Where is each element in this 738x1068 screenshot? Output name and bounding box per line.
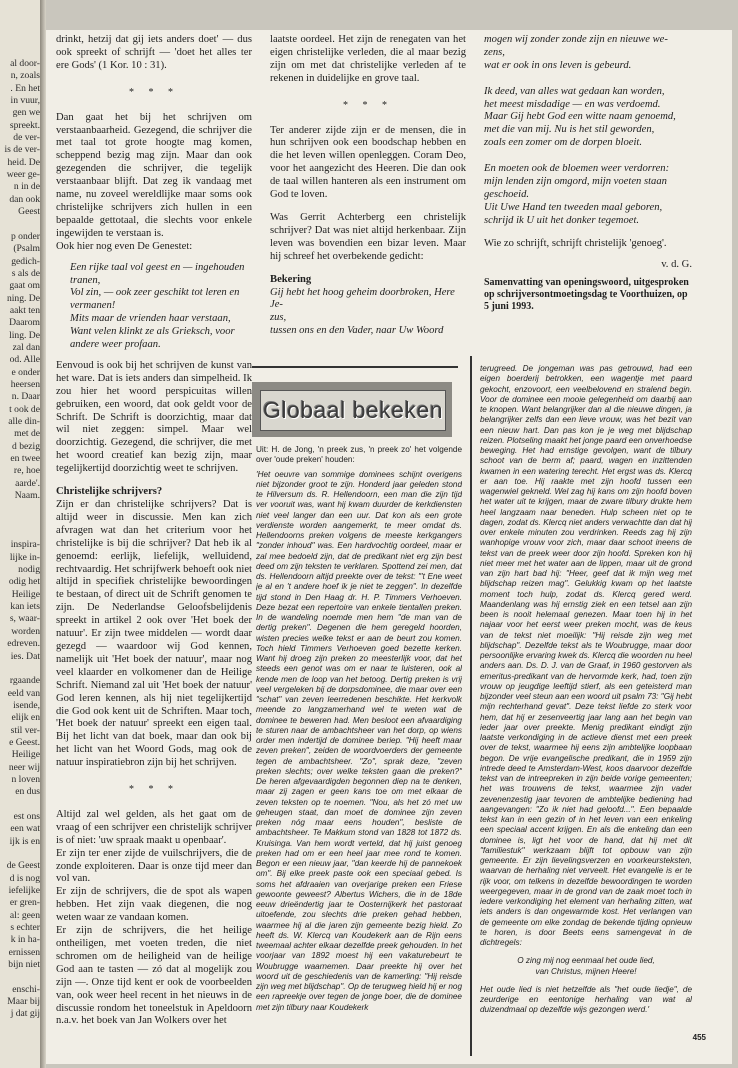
intro: Uit: H. de Jong, 'n preek zus, 'n preek zo' het volgende over 'oude preken' houden: [256,445,462,465]
summary-note: Samenvatting van openingswoord, uitgesproken op schrijversontmoetingsdag te Voorthuizen, op 5 juni 1993. [484,277,689,313]
text-line: bijn niet [8,959,40,971]
poem-genestet [56,262,252,352]
text-line: alle din- [8,415,40,427]
text-line: met die van mij. Nu is het stil geworden, [484,124,655,136]
text-line: zus, [270,312,287,324]
text-line: ling. De [9,329,40,341]
text-line [484,73,692,86]
text-line: Uit Uwe Hand ten tweeden maal geboren, [484,201,663,213]
text-line [0,502,40,514]
text-line: en dus [15,786,40,798]
text-line: Een rijke taal vol geest en — ingehouden [70,261,245,273]
paragraph: Was Gerrit Achterberg een christelijk schrijver? Dat was niet altijd herkenbaar. Zijn leven was bovendien een bizar leven. Maar hij schreef het overbekende gedicht: [270,211,466,262]
text-line: gaat om [9,280,40,292]
paragraph: Er zijn ter ener zijde de vuilschrijvers, die de zonde exploiteren. Daar is onze tijd meer dan vol van. [56,847,252,885]
text-line: O zing mij nog eenmaal het oude lied, [517,956,655,966]
paragraph: laatste oordeel. Het zijn de renegaten van het eigen christelijke verleden, die al maar bezig zijn om met dat christelijke verleden af te rekenen in duidelijke en grove taal. [270,34,466,84]
text-line: nodig [18,564,40,576]
column-rule [470,356,472,1056]
text-line: inspira- [10,539,40,551]
text-line: geschoeid. [484,188,530,200]
text-line: is de ver- [4,144,40,156]
text-line [0,663,40,675]
text-line [0,218,40,230]
poem-title: Bekering [270,273,312,285]
text-line: zal dan [12,341,40,353]
text-line: (Psalm [13,243,40,255]
paragraph: Er zijn de schrijvers, die het heilige ontheiligen, met voeten treden, die niet schromen om de heiligheid van de heilige God aan te tasten — zó dat al mogelijk zou zijn —. Onze tijd kent er ook de voorbeelden van, ook weer heel recent in het nieuws in de discussie rondom het toneelstuk in Apeldoorn n.a.v. het boek van Jan Wolkers over het [56,925,252,1027]
paragraph: drinkt, hetzij dat gij iets anders doet' — dus ook spreekt of schrijft — 'doet het alles ter ere Gods' (1 Kor. 10 : 31). [56,34,252,71]
text-line: odig het [8,576,40,588]
text-line: andere weer profaan. [70,339,161,351]
text-line: ies. Dat [10,650,40,662]
text-line: gen we [12,107,40,119]
text-line: het meest misdadige — en was verdoemd. [484,98,661,110]
text-line: Gij hebt het hoog geheim doorbroken, Here Je- [270,286,455,311]
poem-bekering [270,287,466,339]
text-line: edreven. [7,638,40,650]
section-divider: * * * [129,784,179,796]
text-line: mijn lenden zijn omgord, mijn voeten staan [484,175,667,187]
adjacent-page-text [0,58,40,1021]
text-line: n loven [11,773,40,785]
banner-title: Globaal bekeken [262,397,444,423]
text-line: schrijd ik U uit het donker tegemoet. [484,214,640,226]
text-line: tranen, [70,274,101,286]
text-line: t ook de [9,403,40,415]
quote-text-continued: terugreed. De jongeman was pas getrouwd, had een eigen boerderij betrokken, een wagentje met paard gekocht, enzovoort, een veelbelovend en stralend begin. Voor de dominee een mooie gelegenheid om daarbij aan te knopen. Want belangrijker dan al die nieuwe dingen, ja belangrijker zelfs dan een lieve vrouw, was het bezit van een nieuw hart. Dan pas kon je je weg met blijdschap reizen. Plotseling maakt het jonge paard een onverhoedse beweging. Het had ernstige gevolgen, want de tilbury schoot van de berm af; paard, wagen en inzittenden kwamen in een watering terecht. Het ergst was ds. Klercq er aan toe. Hij raakte met zijn hoofd tussen een wagenwiel gekneld. Wel zag hij kans om zijn hoofd boven het water uit te krijgen, maar de zware tilbury drukte hem heel langzaam naar beneden. Hulp scheen niet op te dagen, zodat ds. Klercq niet anders verwachtte dan dat hij over enkele minuten zou verdrinken. Reeds zag hij zijn wanhopige vrouw voor zich, maar daar schoot ineens de tekst van de preek weer door zijn hoofd. Spreken kon hij niet meer met het water aan de lippen, maar uit de grond van zijn hart bad hij: "Heer, geef dat ik mijn weg met blijdschap reizen mag". Gelukkig kwam op het laatste moment toch hulp, zodat ds. Klercq gered werd. Maandenlang was hij ernstig ziek en een tetsel aan zijn been is nooit helemaal genezen. Maar toen hij in het najaar voor het eerst weer preken mocht, was de keus van de tekst niet moeilijk: "Hij reisde zijn weg met blijdschap". Dezelfde tekst als te Woubrugge, maar door persoonlijke ervaring kwek ds. Klercq die woorden nu heel anders aan. Ds. D. J. van de Graaf, in 1960 gestorven als emeritus-predikant van de hervormde kerk, had, toen zijn vrouw op jeugdige leeftijd stierf, als een geteisterd man bijzonder veel steun aan een woord uit psalm 73: "Gij hebt mijn rechterhand gevat". Deze tekst liefde zo sterk voor hem, dat hij er zesenveertig jaar lang aan het begin van ieder jaar over preekte. Menig predikant eindigt zijn laatste verkondiging in de actieve dienst met een preek over de tekst, waarmee hij eens zijn ambtelijke loopbaan begon. De vrije evangelische predikant, die in 1959 zijn intrede deed te Amsterdam-West, koos daarvoor dezelfde tekst van de intreepreken in zijn beide vorige gemeenten; het was trouwens de tekst, waarmee zijn vader zevenenzestig jaar tevoren de ambtelijke bediening had aangevangen: "Zo ik niet had geloofd...". Een bepaalde tekst kan in een gezin of in het leven van een enkeling een speciaal accent krijgen. En als die enkeling dan een dominee is, ligt het voor de hand, dat hij met dit "familiestuk" werkzaam blijft tot opbouw van zijn gemeente. Er zijn lievelingsverzen en voorkeursteksten, waarvan de herhaling niet verveelt. Het evangelie is er te rijk voor, om telkens in dezelfde bewoordingen te worden weergegeven, maar in de grond van de zaak moet toch in iedere verkondiging het element van herhaling zitten, wat iets anders is dan ongewarmde kost. Het verlangen van de gemeente om elke zondag de bekende tijding opnieuw te horen, is door Beets eens samengevat in de dichtregels: [480,364,692,947]
column-3 [484,34,692,313]
text-line: van Christus, mijnen Heere! [535,966,637,976]
section-divider: * * * [343,99,393,111]
text-line: aarde'. [15,477,40,489]
text-line: lijke in- [9,551,40,563]
hymn-quote [480,956,692,977]
text-line [0,515,40,527]
text-line: mogen wij zonder zonde zijn en nieuwe we- [484,34,668,45]
paragraph: Ter anderer zijde zijn er de mensen, die in hun schrijven ook een boodschap hebben en die het leven willen openleggen. Coram Deo, voor het aangezicht des Heeren. Die dan ook de taal willen hanteren als een instrument om God te loven. [270,124,466,201]
text-line: zoals een zomer om de dorpen bloeit. [484,137,643,149]
text-line: eeld van [7,687,40,699]
paragraph: Dan gaat het bij het schrijven om verstaanbaarheid. Gezegend, die schrijver die met taal tot grote hoogte mag komen, scheppend bezig mag zijn. Maar dan ook gezegenden die schrijver, die tegelijk verstaanbaar blijft. Dat zeg ik vandaag met name, nu zoveel wereldlijke maar soms ook christelijke schrijvers zich hullen in een bepaalde gettotaal, die slechts voor enkele ingewijden te verstaan is. [56,111,252,239]
text-line: e Geest. [9,736,40,748]
text-line: ernissen [8,946,40,958]
text-line: Mits maar de vrienden haar verstaan, [70,313,231,325]
paragraph: Er zijn de schrijvers, die de spot als wapen hebben. Het zijn vaak diegenen, die nog weten waar ze vandaan komen. [56,886,252,924]
text-line: er gren- [9,897,40,909]
text-line: neer wij [8,761,40,773]
text-line: En moeten ook de bloemen weer verdorren: [484,163,670,175]
text-line: n. Daar [11,391,40,403]
text-line: s echter [10,922,40,934]
text-line [0,527,40,539]
paragraph: Zijn er dan christelijke schrijvers? Dat is altijd weer in discussie. Men kan zich afvragen wat dan het criterium voor het christelijke is bij die schrijver? Dat heb ik al genoemd: eerlijk, liefelijk, welluidend, rechtvaardig. Het schrijfwerk behoeft ook niet altijd in specifiek christelijke bewoordingen te bestaan, of direct uit de Schrift genomen te zijn. De Nederlandse Geloofsbelijdenis spreekt in artikel 2 ook over 'Het boek der natuur'. Er zijn twee middelen — wordt daar gezegd — waardoor wij God kennen, namelijk uit 'Het boek der natuur', maar nog veel klaarder en volkomener dan de Heilige Schrift. Niemand zal uit 'Het boek der natuur' God leren kennen, als hij niet tegelijkertijd die God ook kent uit de Schriften. Maar toch, 'Het boek der natuur' spreekt een eigen taal. Bij het licht van dat boek, maar dan ook bij het licht van het Woord Gods, mag ook de natuur inspiratiebron zijn bij het schrijven. [56,499,252,769]
text-line: s als de [11,267,40,279]
text-line: heersen [10,378,40,390]
text-line: wat er ook in ons leven is gebeurd. [484,59,632,71]
text-line: d is nog [9,872,40,884]
page-number: 455 [692,1033,706,1042]
author-signature: v. d. G. [661,258,692,270]
text-line: Maar bij [7,996,40,1008]
text-line: n, zoals [10,70,40,82]
text-line: est ons [13,810,40,822]
text-line: tussen ons en den Vader, naar Uw Woord [270,325,444,337]
text-line: de Geest [6,860,40,872]
text-line: p onder [10,230,40,242]
text-line: al door- [10,58,40,69]
text-line: Ik deed, van alles wat gedaan kan worden, [484,85,665,97]
text-line: weer ge- [6,169,40,181]
text-line: elijk en [11,712,40,724]
magazine-page [46,30,732,1064]
text-line: al: geen [9,909,40,921]
text-line: dan ook [9,193,40,205]
text-line: worden [11,625,40,637]
text-line: n in de [13,181,40,193]
closing-line: Wie zo schrijft, schrijft christelijk 'genoeg'. [484,237,667,249]
text-line: een wat [10,823,40,835]
text-line: met de [14,428,40,440]
adjacent-page-edge [0,0,41,1068]
divider-rule [252,366,458,368]
text-line: od. Alle [9,354,40,366]
paragraph: Eenvoud is ook bij het schrijven de kunst van het ware. Dat is iets anders dan simpelheid. Ik zou hier het woord perspicuitas willen gebruiken, een woord, dat ook geldt voor de Schrift. De Schrift is doorzichtig, maar dat wil niet zeggen: simpel. Maar wel doorzichtig. Gezegend, die schrijver, die met het woord creatief kan bezig zijn, maar tegelijkertijd doorzichtig weet te schrijven. [56,359,252,475]
text-line: spreekt. [9,119,40,131]
text-line: rgaande [9,675,40,687]
text-line: Maar Gij hebt God een witte naam genoemd, [484,111,676,123]
text-line: Vol zin, — ook zeer geschikt tot leren en [70,287,240,299]
section-heading: Christelijke schrijvers? [56,486,163,498]
closing-text: Het oude lied is niet hetzelfde als "het oude liedje", de zeurderige en eentonige herhaling van wat al duizendmaal op dezelfde wijs gezongen werd.' [480,984,692,1015]
text-line: Naam. [14,490,40,502]
text-line: d bezig [12,440,40,452]
text-line: e onder [11,366,40,378]
poem-bekering-continued [484,34,692,228]
text-line: en twee [10,453,40,464]
text-line: s, waar- [9,613,40,625]
banner-label [260,390,446,431]
text-line [484,150,692,163]
text-line: de ver- [13,132,40,144]
text-line [0,971,40,983]
text-line: Daarom [9,317,40,329]
text-line: isende, [13,699,40,711]
section-divider: * * * [129,86,179,98]
text-line: vermanen! [70,300,116,312]
text-line: zens, [484,46,505,58]
column-1 [56,34,252,1028]
text-line: Want velen klinkt ze als Grieksch, voor [70,326,235,338]
paragraph: Ook hier nog even De Genestet: [56,240,193,252]
text-line: j dat gij [10,1008,40,1020]
globaal-column-left [256,445,462,1055]
text-line: k in ha- [10,934,40,946]
text-line: stil ver- [10,724,40,736]
text-line: Heilige [11,588,40,600]
text-line: heid. De [7,156,40,168]
text-line: in vuur, [10,95,40,107]
globaal-column-right [480,364,692,1054]
quote-text: 'Het oeuvre van sommige dominees schijnt overigens niet bijzonder groot te zijn. Honderd jaar geleden stond te Hilversum ds. R. Hellendoorn, een man die zijn tijd ver vooruit was, want hij kwam duurder de kerkdiensten niet veel langer dan een uur. Dat kon als een grote verdienste worden aangemerkt, te meer omdat ds. Hellendoorns preken volgens de meeste kerkgangers "zonder inhoud" was. Een hardvochtig oordeel, maar er zal mee bedoeld zijn, dat de predikant niet erg zijn best deed om zijn teksten te verklaren. Spottend zei men, dat ds. Hellendoorn altijd preekte over de tekst: "'t Ene weet je al en 't andere hoef ik je niet te zeggen". In dezelfde tijd stond in Den Haag dr. H. P. Timmers Verhoeven. Deze bezat een repertoire van enkele tientallen preken. In de wandeling noemde men hem "de man van de dertig preken". Degenen die hem geregeld hoorden, wisten precies welke tekst er aan de beurt zou komen. Toch hield Timmers Verhoeven goed bezette kerken. Want hij droeg zijn preken zo meesterlijk voor, dat het steeds een genot was om er naar te luisteren, ook al kende men de loop van het betoog. Dertig preken is vrij veel vergeleken bij de dorpsdominee, die maar over een "schat" van zeven leerredenen beschikte. Het kerkvolk meende zo langzamerhand wel te weten wat de dominee te beweren had. Men besloot een afvaardiging te sturen naar de ambachtsheer van het dorp, op wiens order men indertijd de dominee beriep. "Hij heeft maar zeven preken", zeiden de woordvoerders der gemeente tegen de ambachtsheer. "Zo", sprak deze, "zeven preken slechts; over welke teksten gaan die preken?" De heren afgevaardigden begonnen diep na te denken, maar zij zagen er geen kans toe om met elkaar de zeven teksten op te noemen. "Nou, als het zó met uw geheugen staat, dan moet de dominee zijn zeven preken nóg maar eens houden", besliste de ambachtsheer. Te Makkum stond van 1828 tot 1872 ds. Kruisinga. Van hem wordt verteld, dat hij juist genoeg preken had om er een heel jaar mee rond te komen. Begon er een nieuw jaar, "dan keerde hij de pannekoek om". Bij elke preek paste ook een speciaal gebed. Is soms het afdraaien van overjarige preken een Friese gewoonte geweest? Albertus Wichers, die in de 18de eeuw drieëndertig jaar te Oosternijkerk het pastoraat uitoefende, zou slechts drie preken gehad hebben, waarmee hij al die jaren zijn gemeente bezig hield. Zo heeft ds. W. Klercq van Koudekerk aan de Rijn eens tweemaal achter elkaar dezelfde preek gehouden. In het voorjaar van 1892 moest hij een vakaturebeurt te Woubrugge waarnemen. Daar preekte hij over het woord uit de geschiedenis van de kamerling: "Hij reisde zijn weg met blijdschap". Op de terugweg hield hij er nog een rapreekje over tegen de jonge boer, die de dominee met zijn tilbury naar Koudekerk [256,469,462,1012]
text-line: gedich- [11,255,40,267]
section-banner [252,382,452,437]
text-line: ijk is en [9,835,40,847]
text-line: kan iets [10,601,40,613]
text-line [0,848,40,860]
paragraph: Altijd zal wel gelden, als het gaat om de vraag of een schrijver een christelijk schrijver is of niet: 'uw spraak maakt u openbaar'. [56,808,252,846]
text-line: aakt ten [9,304,40,316]
text-line: re, hoe [13,465,40,477]
text-line [0,799,40,811]
text-line: Geest [18,206,40,218]
text-line: iefelijke [8,885,40,897]
text-line: enschi- [12,983,40,995]
column-2 [270,34,466,338]
text-line: . En het [10,82,40,94]
text-line: Heilige [11,749,40,761]
text-line: ning. De [6,292,40,304]
